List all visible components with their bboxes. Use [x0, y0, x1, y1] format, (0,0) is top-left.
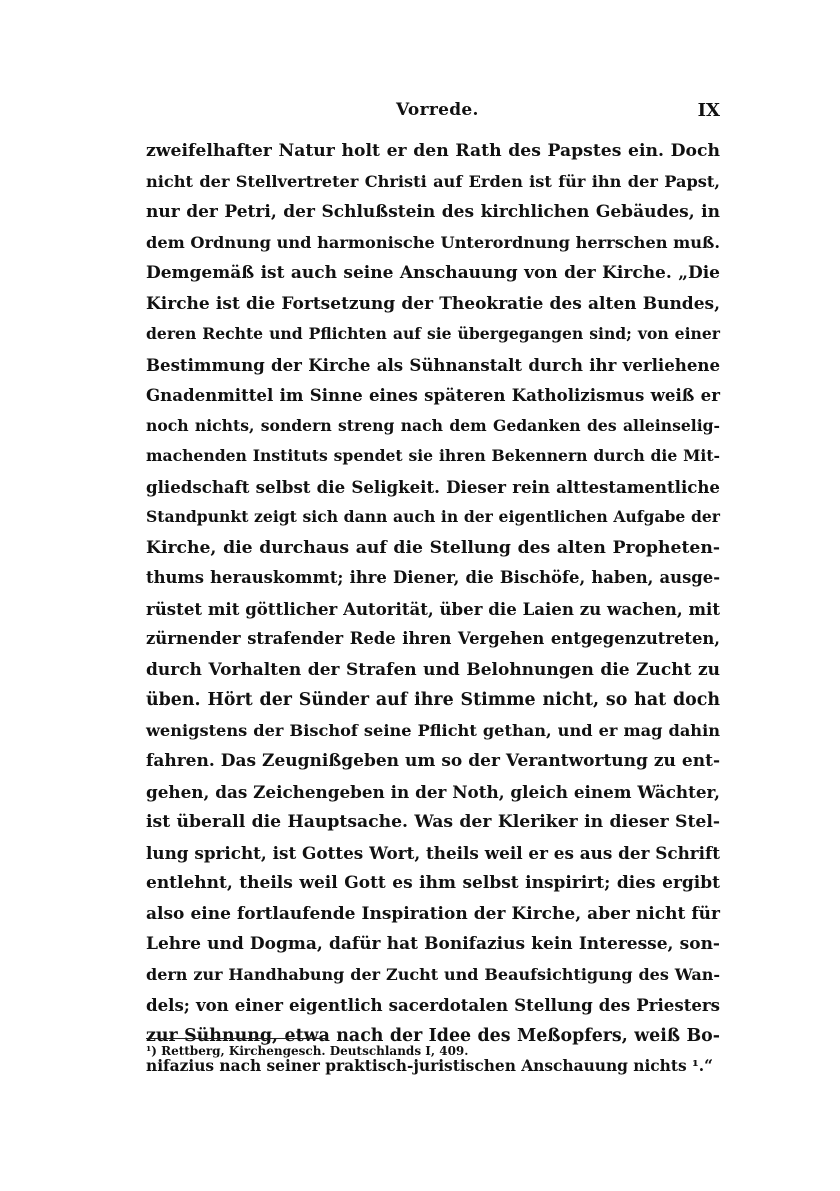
text-line: wenigstens der Bischof seine Pflicht gethan, und er mag dahin	[146, 720, 720, 740]
text-line: dern zur Handhabung der Zucht und Beaufsichtigung des Wan-	[146, 964, 720, 984]
text-line: also eine fortlaufende Inspiration der Kirche, aber nicht für	[146, 903, 720, 924]
footnote: ¹) Rettberg, Kirchengesch. Deutschlands I, 409.	[146, 1044, 469, 1058]
text-line: machenden Instituts spendet sie ihren Bekennern durch die Mit-	[146, 446, 720, 465]
text-line: Standpunkt zeigt sich dann auch in der eigentlichen Aufgabe der	[146, 507, 720, 526]
text-line: Kirche ist die Fortsetzung der Theokratie des alten Bundes,	[146, 293, 720, 314]
text-line: deren Rechte und Pflichten auf sie übergegangen sind; von einer	[146, 324, 720, 343]
text-line: Demgemäß ist auch seine Anschauung von der Kirche. „Die	[146, 263, 720, 283]
text-line: dem Ordnung und harmonische Unterordnung herrschen muß.	[146, 232, 720, 252]
text-line: gliedschaft selbst die Seligkeit. Dieser rein alttestamentliche	[146, 476, 720, 497]
text-line: zweifelhafter Natur holt er den Rath des Papstes ein. Doch	[146, 141, 720, 161]
text-line: Lehre und Dogma, dafür hat Bonifazius kein Interesse, son-	[146, 934, 720, 954]
page-number: IX	[697, 100, 720, 121]
text-line: Gnadenmittel im Sinne eines späteren Katholizismus weiß er	[146, 385, 720, 405]
text-line: noch nichts, sondern streng nach dem Gedanken des alleinselig-	[146, 415, 720, 435]
text-line: Kirche, die durchaus auf die Stellung des alten Propheten-	[146, 537, 720, 558]
text-line: üben. Hört der Sünder auf ihre Stimme nicht, so hat doch	[146, 690, 720, 710]
page-header	[146, 100, 720, 130]
text-line: fahren. Das Zeugnißgeben um so der Verantwortung zu ent-	[146, 751, 720, 771]
text-line: gehen, das Zeichengeben in der Noth, gleich einem Wächter,	[146, 781, 720, 802]
text-line: dels; von einer eigentlich sacerdotalen Stellung des Priesters	[146, 995, 720, 1015]
footnote-divider	[146, 1038, 326, 1039]
main-text	[146, 136, 720, 1082]
text-line: rüstet mit göttlicher Autorität, über die Laien zu wachen, mit	[146, 598, 720, 619]
text-line: zürnender strafender Rede ihren Vergehen entgegenzutreten,	[146, 629, 720, 648]
text-line: Bestimmung der Kirche als Sühnanstalt durch ihr verliehene	[146, 354, 720, 375]
text-line: thums herauskommt; ihre Diener, die Bischöfe, haben, ausge-	[146, 568, 720, 587]
text-line: durch Vorhalten der Strafen und Belohnungen die Zucht zu	[146, 659, 720, 680]
text-line-last: nifazius nach seiner praktisch-juristischen Anschauung nichts ¹.“	[146, 1057, 713, 1075]
text-line: lung spricht, ist Gottes Wort, theils weil er es aus der Schrift	[146, 842, 720, 863]
text-line: ist überall die Hauptsache. Was der Kleriker in dieser Stel-	[146, 812, 720, 832]
running-head: Vorrede.	[396, 100, 479, 120]
text-line: entlehnt, theils weil Gott es ihm selbst inspirirt; dies ergibt	[146, 873, 720, 893]
text-line: nur der Petri, der Schlußstein des kirchlichen Gebäudes, in	[146, 202, 720, 222]
text-line: zur Sühnung, etwa nach der Idee des Meßopfers, weiß Bo-	[146, 1025, 720, 1046]
text-line: nicht der Stellvertreter Christi auf Erden ist für ihn der Papst,	[146, 171, 720, 191]
